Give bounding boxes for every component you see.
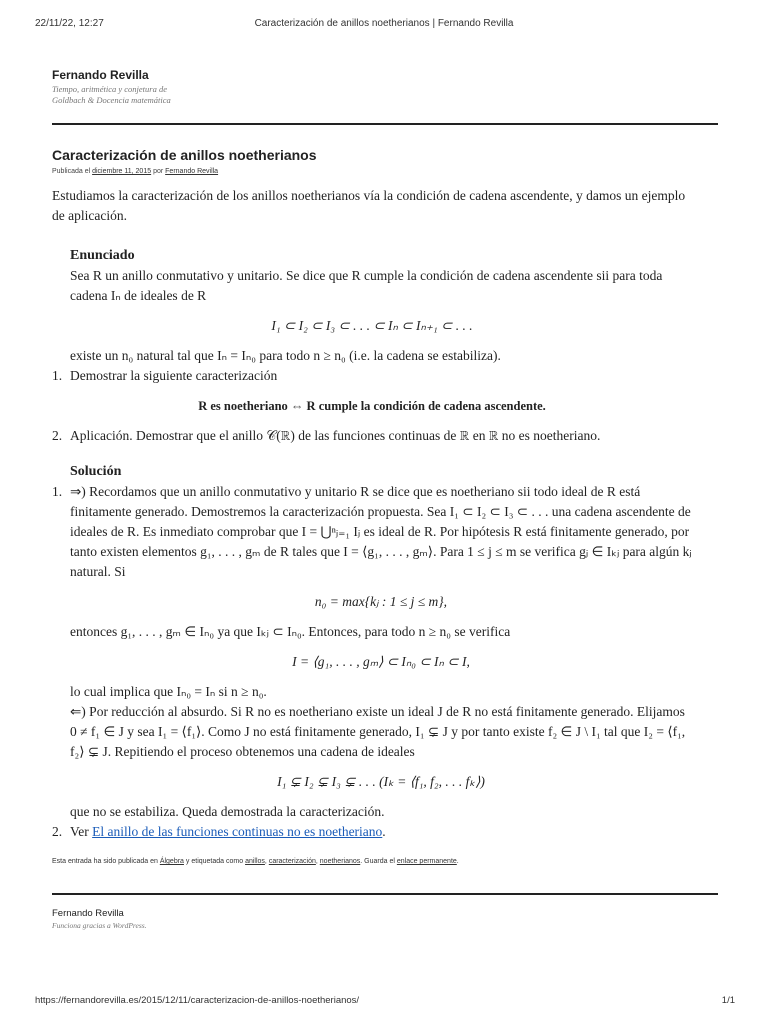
header-divider bbox=[52, 123, 718, 125]
print-url: https://fernandorevilla.es/2015/12/11/caracterizacion-de-anillos-noetherianos/ bbox=[35, 995, 360, 1006]
solucion-heading: Solución bbox=[70, 464, 122, 479]
solution-1-paragraph-5: que no se estabiliza. Queda demostrada la caracterización. bbox=[70, 804, 385, 819]
solution-1-paragraph-2: entonces g₁, . . . , gₘ ∈ Iₙ₀ ya que Iₖⱼ ⊂ Iₙ₀. Entonces, para todo n ≥ n₀ se verifica bbox=[70, 624, 511, 639]
footer-divider bbox=[52, 893, 718, 895]
solution-1-paragraph-4: ⇐) Por reducción al absurdo. Si R no es noetheriano existe un ideal J de R no está finitamente generado. Elijamos 0 ≠ f₁ ∈ J y sea I₁ = ⟨f₁⟩. Como J no está finitamente generado, I₁ ⊊ J y por tanto existe f₂ ∈ J \ I₁ tal que I₂ = ⟨f₁, f₂⟩ ⊊ J. Repitiendo el proceso obtenemos una cadena de ideales bbox=[70, 704, 686, 759]
post-content bbox=[52, 186, 692, 842]
print-page-number: 1/1 bbox=[721, 995, 735, 1006]
list-item-2-text: Aplicación. Demostrar que el anillo 𝒞(ℝ) de las funciones continuas de ℝ en ℝ no es noetheriano. bbox=[70, 428, 601, 443]
solution-1-paragraph-1: ⇒) Recordamos que un anillo conmutativo y unitario R se dice que es noetheriano sii todo ideal de R está finitamente generado. Demostremos la caracterización propuesta. Sea I₁ ⊂ I₂ ⊂ I₃ ⊂ . . . una cadena ascendente de ideales de R. Es inmediato comprobar que I = ⋃ⁿⱼ₌₁ Iⱼ es ideal de R. Por hipótesis R está finitamente generado, por tanto existen elementos g₁, . . . , gₘ de R tales que I = ⟨g₁, . . . , gₘ⟩. Para 1 ≤ j ≤ m se verifica gⱼ ∈ Iₖⱼ para algún kⱼ natural. Si bbox=[70, 484, 692, 579]
category-link[interactable]: Álgebra bbox=[159, 858, 184, 865]
site-header bbox=[52, 68, 171, 106]
author-link[interactable]: Fernando Revilla bbox=[165, 168, 219, 175]
list-number-1: 1. bbox=[52, 368, 63, 383]
tagline-line-1: Tiempo, aritmética y conjetura de bbox=[52, 84, 167, 94]
entry-meta-text-2: y etiquetada como bbox=[185, 858, 244, 865]
entry-meta: Esta entrada ha sido publicada en Álgebra y etiquetada como anillos, caracterización, noetherianos. Guarda el enlace permanente. bbox=[52, 858, 459, 865]
solution-item-1 bbox=[52, 482, 692, 822]
post-meta bbox=[52, 168, 218, 175]
tag-link-noetherianos[interactable]: noetherianos bbox=[319, 858, 361, 865]
meta-prefix: Publicada el bbox=[52, 168, 91, 175]
post-title[interactable]: Caracterización de anillos noetherianos bbox=[52, 147, 317, 163]
solution-item-2 bbox=[52, 822, 692, 842]
equation-n0: n₀ = max{kⱼ : 1 ≤ j ≤ m}, bbox=[314, 594, 448, 609]
solution-2-prefix: Ver bbox=[70, 824, 89, 839]
enunciado-paragraph-2: existe un n₀ natural tal que Iₙ = Iₙ₀ para todo n ≥ n₀ (i.e. la cadena se estabiliza). bbox=[70, 348, 501, 363]
solution-number-2: 2. bbox=[52, 824, 63, 839]
list-item-2 bbox=[52, 426, 692, 446]
print-footer bbox=[35, 995, 735, 1006]
site-title[interactable]: Fernando Revilla bbox=[52, 68, 149, 82]
enunciado-heading: Enunciado bbox=[70, 248, 135, 263]
list-item-1 bbox=[52, 366, 692, 386]
intro-paragraph: Estudiamos la caracterización de los anillos noetherianos vía la condición de cadena ascendente, y damos un ejemplo de aplicación. bbox=[52, 188, 686, 223]
list-item-1-text: Demostrar la siguiente caracterización bbox=[70, 368, 278, 383]
equation-chain-2: I₁ ⊊ I₂ ⊊ I₃ ⊊ . . . (Iₖ = ⟨f₁, f₂, . . . fₖ⟩) bbox=[277, 774, 485, 789]
meta-by: por bbox=[153, 168, 164, 175]
equation-characterization: R es noetheriano ⇔ R cumple la condición de cadena ascendente. bbox=[198, 399, 546, 413]
footer-title[interactable]: Fernando Revilla bbox=[52, 908, 124, 919]
footer-powered: Funciona gracias a WordPress. bbox=[52, 921, 147, 930]
tagline-line-2: Goldbach & Docencia matemática bbox=[52, 95, 171, 105]
print-title: Caracterización de anillos noetherianos | Fernando Revilla bbox=[254, 18, 514, 29]
entry-meta-text-4: . bbox=[456, 858, 459, 865]
enunciado-paragraph-1: Sea R un anillo conmutativo y unitario. Se dice que R cumple la condición de cadena ascendente sii para toda cadena Iₙ de ideales de R bbox=[70, 268, 663, 303]
tag-link-anillos[interactable]: anillos bbox=[245, 858, 265, 865]
permalink-link[interactable]: enlace permanente bbox=[396, 858, 457, 865]
entry-meta-text-1: Esta entrada ha sido publicada en bbox=[52, 858, 158, 865]
entry-meta-text-3: . Guarda el bbox=[360, 858, 395, 865]
equation-I: I = ⟨g₁, . . . , gₘ⟩ ⊂ Iₙ₀ ⊂ Iₙ ⊂ I, bbox=[292, 654, 470, 669]
related-post-link[interactable]: El anillo de las funciones continuas no es noetheriano bbox=[92, 824, 383, 839]
site-tagline bbox=[52, 84, 171, 106]
tag-link-caracterizacion[interactable]: caracterización bbox=[268, 858, 316, 865]
print-date: 22/11/22, 12:27 bbox=[35, 18, 104, 29]
solution-1-paragraph-3: lo cual implica que Iₙ₀ = Iₙ si n ≥ n₀. bbox=[70, 684, 267, 699]
solution-number-1: 1. bbox=[52, 484, 63, 499]
equation-chain: I₁ ⊂ I₂ ⊂ I₃ ⊂ . . . ⊂ Iₙ ⊂ Iₙ₊₁ ⊂ . . . bbox=[271, 318, 473, 333]
site-footer bbox=[52, 908, 147, 930]
post-date-link[interactable]: diciembre 11, 2015 bbox=[92, 168, 152, 175]
solution-2-suffix: . bbox=[382, 824, 386, 839]
list-number-2: 2. bbox=[52, 428, 63, 443]
